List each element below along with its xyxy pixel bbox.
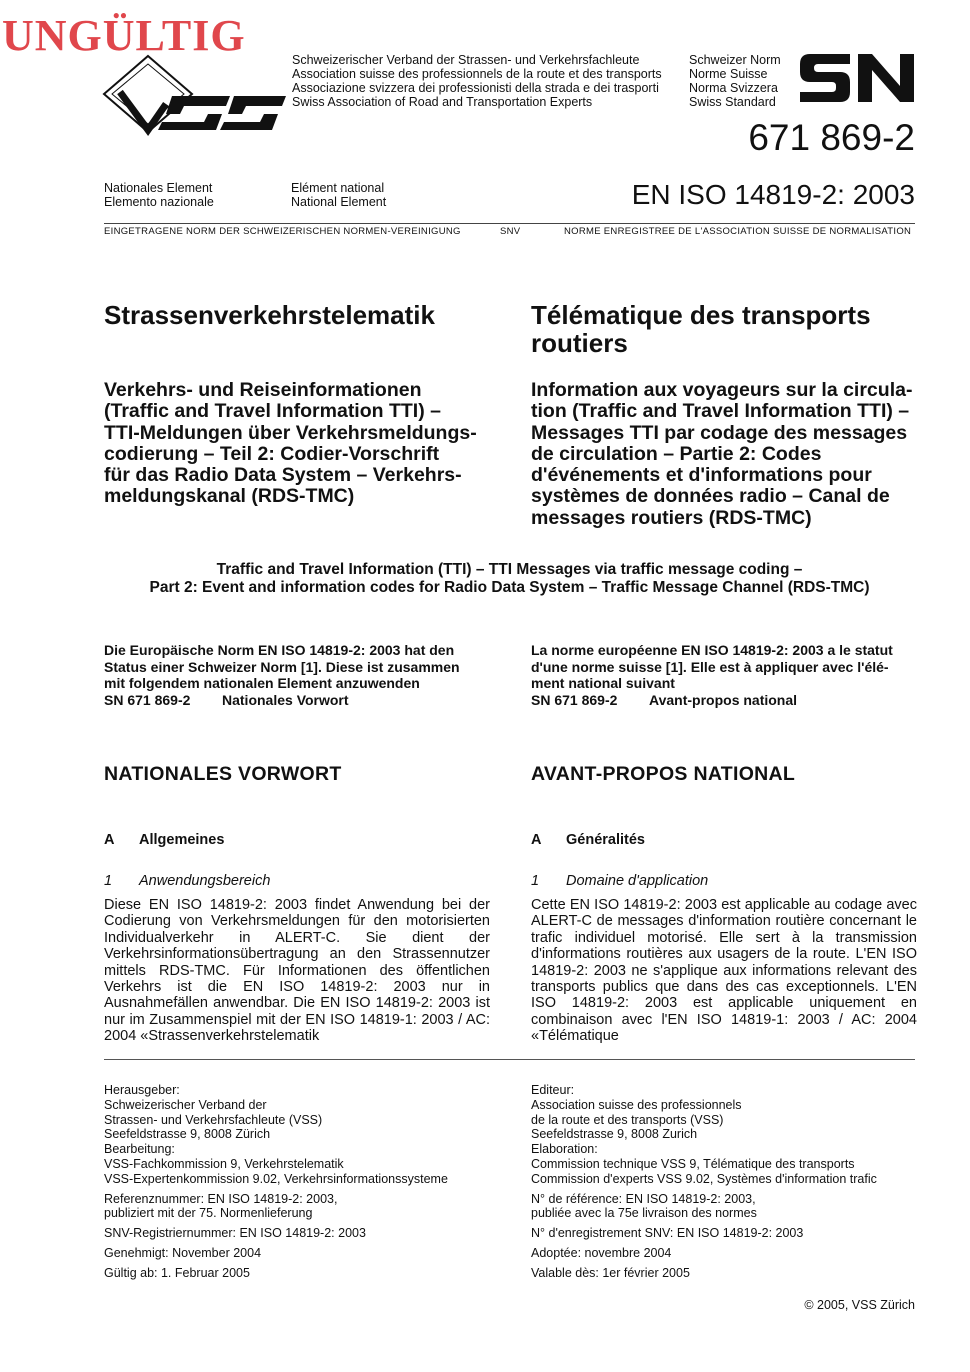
association-names (292, 53, 662, 109)
subtitle-line: codierung – Teil 2: Codier-Vorschrift (104, 442, 440, 465)
norm-label: Norma Svizzera (689, 81, 778, 95)
subtitle-line: Information aux voyageurs sur la circula- (531, 379, 913, 401)
title-en-line: Part 2: Event and information codes for Radio Data System – Traffic Message Channel (RDS-TMC) (149, 579, 870, 596)
status-ref-row (531, 692, 917, 709)
title-en-line: Traffic and Travel Information (TTI) – TTI Messages via traffic message coding – (216, 561, 803, 578)
imprint-line: Valable dès: 1er février 2005 (531, 1265, 690, 1280)
subsection-heading-de (104, 832, 224, 849)
imprint-line: Editeur: (531, 1083, 575, 1097)
imprint-line: publiée avec la 75e livraison des normes (531, 1206, 757, 1221)
en-iso-number: EN ISO 14819-2: 2003 (631, 179, 915, 210)
imprint-line: Adoptée: novembre 2004 (531, 1245, 672, 1260)
norm-label: Norme Suisse (689, 67, 768, 81)
imprint-line: VSS-Expertenkommission 9.02, Verkehrsinformationssysteme (104, 1171, 448, 1186)
body-text-fr: Cette EN ISO 14819-2: 2003 est applicable au codage avec ALERT-C de messages d'information routière concernant le trafic individuel motorisé. Elle sert à la transmission d'informations routières aux usagers de la route. L'EN ISO 14819-2: 2003 ne s'applique aux informations relevant des transports publics que dans des cas exceptionnels. L'EN ISO 14819-2: 2003 est applicable uniquement en combinaison avec l'EN ISO 14819-1: 2003 / AC: 2004 «Télématique (531, 897, 917, 1045)
body-text-de: Diese EN ISO 14819-2: 2003 findet Anwendung bei der Codierung von Verkehrsmeldungen für den motorisierten Individualverkehr in ALERT-C. Sie dient der Verkehrsinformationsübertragung an den Strassennutzer mittels RDS-TMC. Für Informationen des öffentlichen Verkehrs ist die EN ISO 14819-2: 2003 nur in Ausnahmefällen anwendbar. Die EN ISO 14819-2: 2003 ist nur im Zusammenspiel mit der EN ISO 14819-1: 2003 / AC: 2004 «Strassenverkehrstelematik (104, 897, 490, 1045)
status-line: ment national suivant (531, 675, 675, 691)
association-line: Swiss Association of Road and Transportation Experts (292, 95, 593, 109)
imprint-line: N° d'enregistrement SNV: EN ISO 14819-2: 2003 (531, 1226, 804, 1241)
subsection-letter: A (531, 832, 542, 848)
section-heading-fr: AVANT-PROPOS NATIONAL (531, 763, 796, 785)
imprint-line: Bearbeitung: (104, 1142, 175, 1157)
imprint-line: Genehmigt: November 2004 (104, 1245, 262, 1260)
title-line: Télématique des transports (531, 300, 871, 330)
subtitle-line: Verkehrs- und Reiseinformationen (104, 379, 422, 401)
imprint-line: de la route et des transports (VSS) (531, 1112, 724, 1127)
clause-title: Anwendungsbereich (139, 873, 271, 889)
imprint-line: Association suisse des professionnels (531, 1097, 742, 1112)
imprint-fr (531, 1083, 931, 1281)
subtitle-line: tion (Traffic and Travel Information TTI) – (531, 400, 910, 423)
clause-heading-de (104, 873, 270, 890)
status-line: Die Europäische Norm EN ISO 14819-2: 2003 hat den (104, 642, 455, 658)
imprint-de (104, 1083, 504, 1281)
imprint-line: Schweizerischer Verband der (104, 1097, 267, 1112)
subtitle-line: meldungskanal (RDS-TMC) (104, 485, 355, 508)
sn-logo (798, 52, 916, 109)
association-line: Associazione svizzera dei professionisti della strada e dei trasporti (292, 81, 659, 95)
footer-rule (104, 1059, 915, 1060)
status-line: La norme européenne EN ISO 14819-2: 2003 a le statut (531, 642, 893, 658)
subtitle-line: messages routiers (RDS-TMC) (531, 506, 812, 529)
invalid-stamp: UNGÜLTIG (2, 11, 246, 60)
title-de: Strassenverkehrstelematik (104, 300, 435, 330)
national-element-line: National Element (291, 195, 387, 209)
header-rule (104, 223, 915, 224)
registration-de: EINGETRAGENE NORM DER SCHWEIZERISCHEN NORMEN-VEREINIGUNG (104, 226, 461, 237)
title-en (104, 561, 915, 597)
registration-fr: NORME ENREGISTREE DE L'ASSOCIATION SUISSE DE NORMALISATION (564, 226, 912, 237)
subtitle-line: (Traffic and Travel Information TTI) – (104, 400, 441, 423)
association-line: Association suisse des professionnels de la route et des transports (292, 67, 662, 81)
status-line: d'une norme suisse [1]. Elle est à appliquer avec l'élé- (531, 658, 889, 675)
imprint-line: Strassen- und Verkehrsfachleute (VSS) (104, 1112, 323, 1127)
subtitle-line: systèmes de données radio – Canal de (531, 485, 890, 508)
status-ref-label: Avant-propos national (649, 691, 798, 708)
imprint-line: Herausgeber: (104, 1083, 180, 1097)
section-heading-de: NATIONALES VORWORT (104, 763, 342, 785)
subsection-heading-fr (531, 832, 645, 849)
national-element-fr (291, 181, 386, 209)
subtitle-line: Messages TTI par codage des messages (531, 421, 908, 444)
imprint-line: Elaboration: (531, 1142, 598, 1157)
subtitle-line: TTI-Meldungen über Verkehrsmeldungs- (104, 421, 477, 444)
norm-label: Swiss Standard (689, 95, 776, 109)
subsection-letter: A (104, 832, 115, 848)
imprint-line: Gültig ab: 1. Februar 2005 (104, 1265, 250, 1280)
subtitle-fr (531, 380, 921, 529)
imprint-line: Commission technique VSS 9, Télématique des transports (531, 1156, 855, 1171)
association-line: Schweizerischer Verband der Strassen- und Verkehrsfachleute (292, 53, 640, 67)
title-fr (531, 301, 921, 357)
subtitle-line: d'événements et d'informations pour (531, 464, 872, 487)
norm-labels (689, 53, 781, 109)
status-de (104, 642, 490, 708)
vss-logo (100, 52, 286, 143)
subsection-title: Allgemeines (139, 832, 225, 848)
norm-label: Schweizer Norm (689, 53, 781, 67)
clause-title: Domaine d'application (566, 873, 709, 889)
national-element-de (104, 181, 214, 209)
imprint-line: SNV-Registriernummer: EN ISO 14819-2: 2003 (104, 1226, 366, 1241)
status-line: mit folgendem nationalen Element anzuwenden (104, 675, 420, 691)
status-fr (531, 642, 917, 708)
status-ref-row (104, 692, 490, 709)
status-ref-label: Nationales Vorwort (222, 691, 349, 708)
registration-snv: SNV (500, 226, 521, 237)
imprint-line: Seefeldstrasse 9, 8008 Zürich (104, 1127, 271, 1142)
subtitle-line: für das Radio Data System – Verkehrs- (104, 464, 462, 487)
status-line: Status einer Schweizer Norm [1]. Diese ist zusammen (104, 658, 460, 675)
imprint-line: Referenznummer: EN ISO 14819-2: 2003, (104, 1191, 338, 1206)
national-element-line: Elément national (291, 181, 385, 195)
subtitle-line: de circulation – Partie 2: Codes (531, 442, 822, 465)
national-element-line: Nationales Element (104, 181, 213, 195)
status-ref: SN 671 869-2 (531, 691, 618, 708)
copyright: © 2005, VSS Zürich (804, 1298, 915, 1312)
imprint-line: publiziert mit der 75. Normenlieferung (104, 1206, 313, 1221)
subtitle-de (104, 380, 504, 508)
title-line: routiers (531, 328, 628, 358)
imprint-line: Seefeldstrasse 9, 8008 Zurich (531, 1127, 698, 1142)
status-ref: SN 671 869-2 (104, 691, 191, 708)
clause-number: 1 (104, 873, 113, 889)
imprint-line: VSS-Fachkommission 9, Verkehrstelematik (104, 1156, 344, 1171)
national-element-line: Elemento nazionale (104, 195, 214, 209)
imprint-line: Commission d'experts VSS 9.02, Systèmes d'information trafic (531, 1171, 877, 1186)
sn-number: 671 869-2 (748, 117, 915, 158)
clause-heading-fr (531, 873, 708, 890)
clause-number: 1 (531, 873, 540, 889)
imprint-line: N° de référence: EN ISO 14819-2: 2003, (531, 1191, 756, 1206)
subsection-title: Généralités (566, 832, 645, 848)
